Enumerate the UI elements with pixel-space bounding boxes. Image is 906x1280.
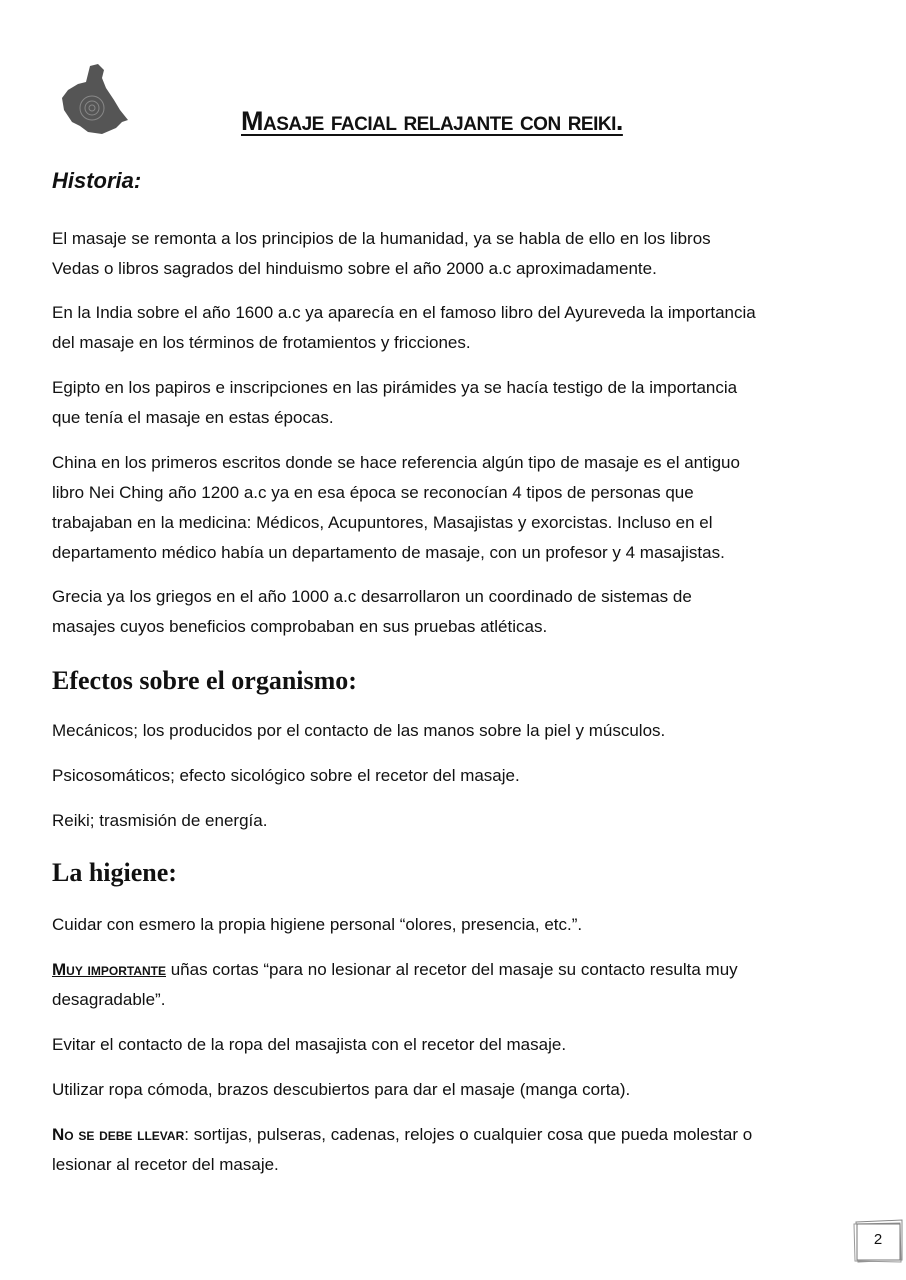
text-line: El masaje se remonta a los principios de la humanidad, ya se habla de ello en los libros — [52, 229, 711, 248]
paragraph: Evitar el contacto de la ropa del masajista con el recetor del masaje. — [52, 1035, 567, 1054]
reiki-region-logo-icon — [58, 62, 134, 138]
text-line: : sortijas, pulseras, cadenas, relojes o cualquier cosa que pueda molestar o — [184, 1125, 753, 1144]
paragraph — [52, 373, 737, 433]
paragraph: Reiki; trasmisión de energía. — [52, 811, 268, 830]
text-line: China en los primeros escritos donde se hace referencia algún tipo de masaje es el antiguo — [52, 453, 740, 472]
paragraph — [52, 298, 756, 358]
paragraph: Mecánicos; los producidos por el contacto de las manos sobre la piel y músculos. — [52, 721, 666, 740]
text-line: desagradable”. — [52, 990, 166, 1009]
text-line: masajes cuyos beneficios comprobaban en sus pruebas atléticas. — [52, 617, 548, 636]
paragraph: Cuidar con esmero la propia higiene personal “olores, presencia, etc.”. — [52, 915, 583, 934]
logo — [58, 62, 134, 138]
text-line: Grecia ya los griegos en el año 1000 a.c desarrollaron un coordinado de sistemas de — [52, 587, 692, 606]
text-line: uñas cortas “para no lesionar al recetor del masaje su contacto resulta muy — [166, 960, 738, 979]
text-line: Vedas o libros sagrados del hinduismo sobre el año 2000 a.c aproximadamente. — [52, 259, 657, 278]
paragraph — [52, 448, 740, 568]
text-line: del masaje en los términos de frotamientos y fricciones. — [52, 333, 471, 352]
paragraph: Utilizar ropa cómoda, brazos descubiertos para dar el masaje (manga corta). — [52, 1080, 631, 1099]
heading-higiene: La higiene: — [52, 858, 177, 887]
heading-historia: Historia: — [52, 168, 142, 193]
text-line: En la India sobre el año 1600 a.c ya aparecía en el famoso libro del Ayureveda la importancia — [52, 303, 756, 322]
paragraph: Psicosomáticos; efecto sicológico sobre el recetor del masaje. — [52, 766, 520, 785]
paragraph — [52, 1120, 752, 1180]
paragraph — [52, 224, 711, 284]
text-line: que tenía el masaje en estas épocas. — [52, 408, 334, 427]
paragraph — [52, 955, 738, 1015]
text-line: trabajaban en la medicina: Médicos, Acupuntores, Masajistas y exorcistas. Incluso en el — [52, 513, 713, 532]
page-number: 2 — [873, 1231, 883, 1248]
emphasis-label: Muy importante — [52, 960, 166, 979]
text-line: Egipto en los papiros e inscripciones en las pirámides ya se hacía testigo de la importancia — [52, 378, 738, 397]
text-line: lesionar al recetor del masaje. — [52, 1155, 279, 1174]
paragraph — [52, 582, 692, 642]
emphasis-label: No se debe llevar — [52, 1125, 185, 1144]
document-title: Masaje facial relajante con reiki. — [241, 106, 623, 136]
page-number-box — [852, 1218, 904, 1264]
text-line: libro Nei Ching año 1200 a.c ya en esa época se reconocían 4 tipos de personas que — [52, 483, 694, 502]
heading-efectos: Efectos sobre el organismo: — [52, 666, 357, 695]
text-line: departamento médico había un departamento de masaje, con un profesor y 4 masajistas. — [52, 543, 725, 562]
